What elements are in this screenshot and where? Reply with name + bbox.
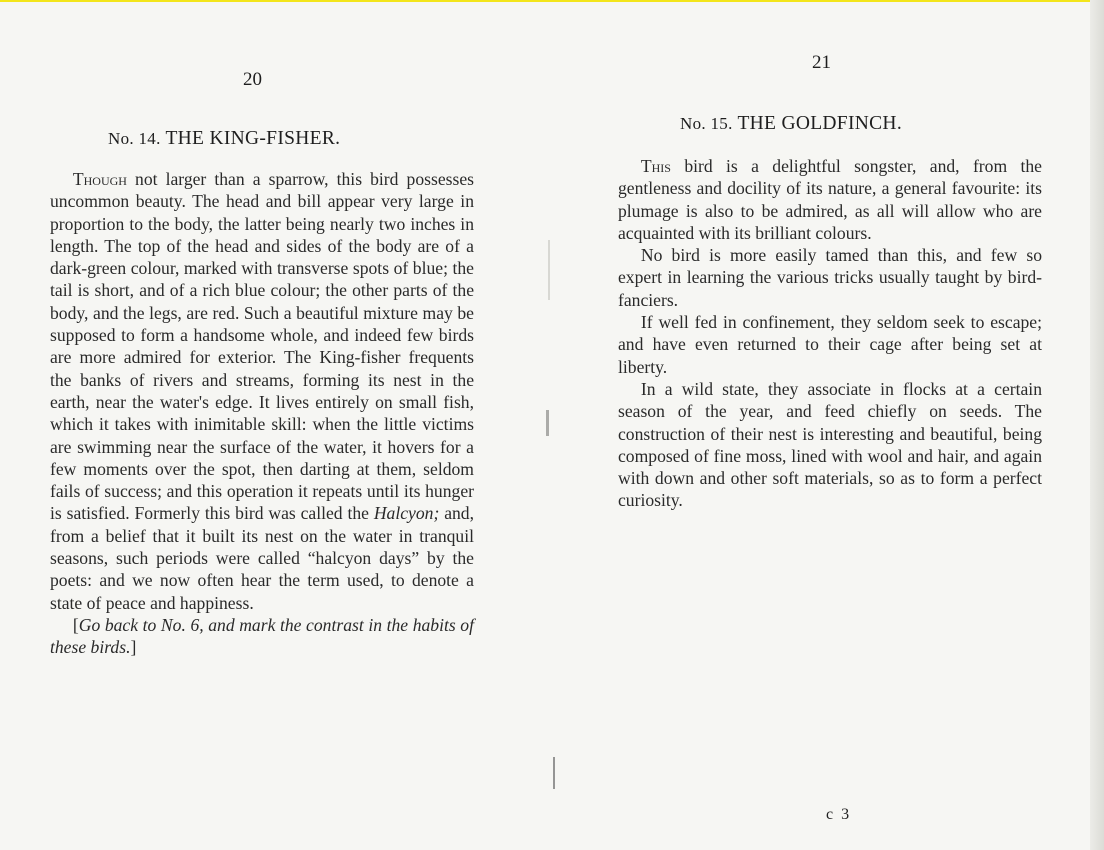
paragraph xyxy=(50,168,474,614)
page-number: 21 xyxy=(812,52,831,73)
body-text: and, from a belief that it built its nest on the water in tranquil seasons, such periods were called “halcyon days” by the poets: and we now often hear the term used, to denote a state of peace and happiness. xyxy=(50,503,474,613)
italic-word: Halcyon; xyxy=(373,503,440,524)
page-number: 20 xyxy=(243,69,262,90)
paragraph: In a wild state, they associate in flocks at a certain season of the year, and feed chiefly on seeds. The construction of their nest is interesting and beautiful, being composed of fine moss, lined with wool and hair, and again with down and other soft materials, so as to form a perfect curiosity. xyxy=(618,378,1042,511)
heading-number: No. 14. xyxy=(108,129,161,148)
heading-number: No. 15. xyxy=(680,114,733,133)
article-body xyxy=(618,155,1042,512)
article-body xyxy=(50,168,474,659)
page-title xyxy=(108,128,340,150)
heading-title: THE KING-FISHER. xyxy=(165,128,341,149)
editorial-note: [Go back to No. 6, and mark the contrast in the habits of these birds.] xyxy=(50,614,474,658)
note-text: Go back to No. 6, and mark the contrast in the habits of these birds. xyxy=(50,614,474,658)
drop-word: Though xyxy=(72,169,127,189)
paragraph: No bird is more easily tamed than this, and few so expert in learning the various tricks usually taught by bird-fanciers. xyxy=(618,245,1042,310)
gutter-mark xyxy=(546,410,549,436)
signature-mark: c 3 xyxy=(826,806,852,823)
gutter-mark xyxy=(548,240,550,300)
heading-title: THE GOLDFINCH. xyxy=(737,113,902,134)
body-text: not larger than a sparrow, this bird possesses uncommon beauty. The head and bill appear very large in proportion to the body, the latter being nearly two inches in length. The top of the head and sides of the body are of a dark-green colour, marked with transverse spots of blue; the tail is short, and of a rich blue colour; the other parts of the body, and the legs, are red. Such a beautiful mixture may be supposed to form a handsome whole, and indeed few birds are more admired for exterior. The King-fisher frequents the banks of rivers and streams, forming its nest in the earth, near the water's edge. It lives entirely on small fish, which it takes with inimitable skill: when the little victims are swimming near the surface of the water, it hovers for a few moments over the spot, then darting at them, seldom fails of success; and this operation it repeats until its hunger is satisfied. Formerly this bird was called the xyxy=(50,169,474,524)
gutter-mark xyxy=(553,757,555,789)
page-title xyxy=(680,113,902,135)
drop-word: This xyxy=(640,156,671,176)
top-edge-line xyxy=(0,0,1104,2)
paragraph: If well fed in confinement, they seldom seek to escape; and have even returned to their cage after being set at liberty. xyxy=(618,312,1042,377)
page-edge xyxy=(1090,0,1104,850)
paragraph: This bird is a delightful songster, and, from the gentleness and docility of its nature, a general favourite: its plumage is also to be admired, as all will allow who are acquainted with its brilliant colours. xyxy=(618,156,1042,243)
